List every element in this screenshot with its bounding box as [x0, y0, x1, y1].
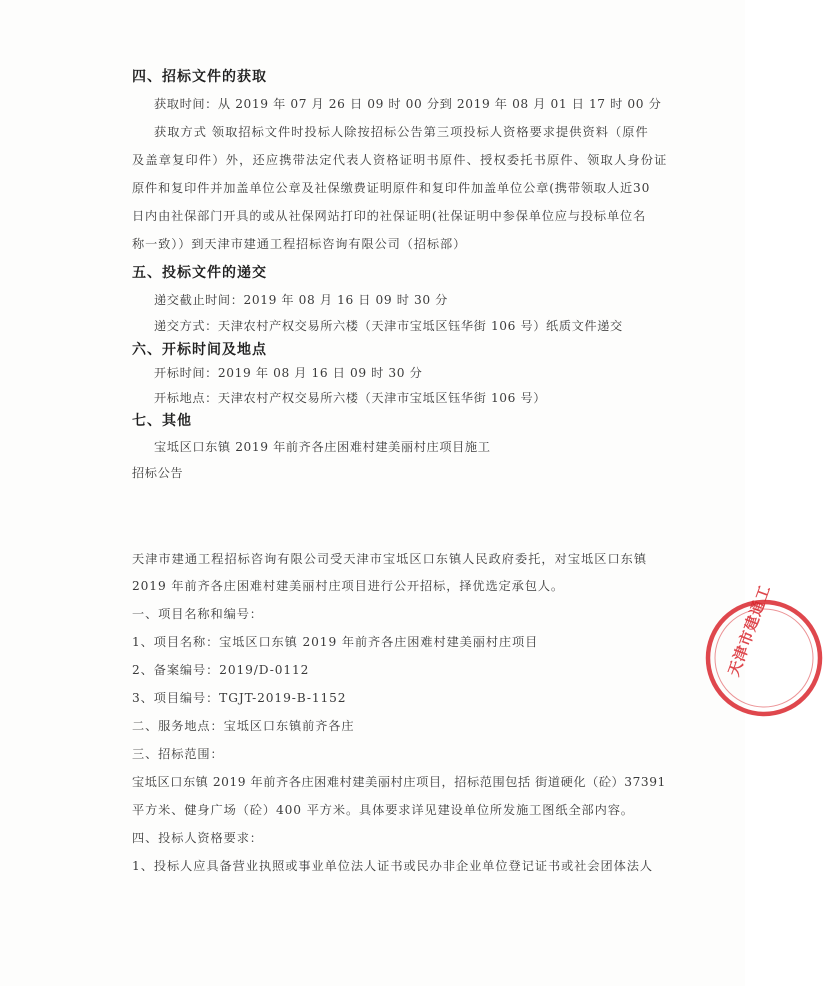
- item-4-requirement-line: 1、投标人应具备营业执照或事业单位法人证书或民办非企业单位登记证书或社会团体法人: [132, 859, 654, 873]
- section-5-deadline: 递交截止时间：2019 年 08 月 16 日 09 时 30 分: [154, 293, 448, 307]
- stamp-text: 天津市建通工: [724, 582, 775, 679]
- section-4-time: 获取时间：从 2019 年 07 月 26 日 09 时 00 分到 2019 年 08 月 01 日 17 时 00 分: [154, 97, 662, 111]
- item-1-title: 一、项目名称和编号：: [132, 607, 263, 621]
- item-3-scope-line: 平方米、健身广场（砼）400 平方米。具体要求详见建设单位所发施工图纸全部内容。: [132, 803, 634, 817]
- section-5-heading: 五、投标文件的递交: [132, 265, 267, 281]
- section-7-line-2: 招标公告: [132, 466, 184, 480]
- section-4-method-line: 原件和复印件并加盖单位公章及社保缴费证明原件和复印件加盖单位公章(携带领取人近30: [132, 181, 651, 195]
- item-2-service-location: 二、服务地点：宝坻区口东镇前齐各庄: [132, 719, 355, 733]
- item-1-project-number: 3、项目编号：TGJT-2019-B-1152: [132, 691, 347, 705]
- section-6-time: 开标时间：2019 年 08 月 16 日 09 时 30 分: [154, 366, 423, 380]
- section-6-heading: 六、开标时间及地点: [132, 342, 267, 358]
- item-3-title: 三、招标范围：: [132, 747, 224, 761]
- section-4-method-line: 及盖章复印件）外，还应携带法定代表人资格证明书原件、授权委托书原件、领取人身份证: [132, 153, 668, 167]
- item-3-scope-line: 宝坻区口东镇 2019 年前齐各庄困难村建美丽村庄项目，招标范围包括 街道硬化（砼）37391: [132, 775, 666, 789]
- section-5-method: 递交方式：天津农村产权交易所六楼（天津市宝坻区钰华街 106 号）纸质文件递交: [154, 319, 623, 333]
- notice-intro-line: 天津市建通工程招标咨询有限公司受天津市宝坻区口东镇人民政府委托，对宝坻区口东镇: [132, 552, 648, 566]
- red-seal-stamp: [704, 582, 824, 728]
- item-1-record-number: 2、备案编号：2019/D-0112: [132, 663, 310, 677]
- item-1-project-name: 1、项目名称：宝坻区口东镇 2019 年前齐各庄困难村建美丽村庄项目: [132, 635, 539, 649]
- section-7-heading: 七、其他: [132, 413, 192, 429]
- notice-intro-line: 2019 年前齐各庄困难村建美丽村庄项目进行公开招标，择优选定承包人。: [132, 579, 565, 593]
- item-4-title: 四、投标人资格要求：: [132, 831, 263, 845]
- section-4-method-line: 获取方式 领取招标文件时投标人除按招标公告第三项投标人资格要求提供资料（原件: [154, 125, 649, 139]
- section-4-heading: 四、招标文件的获取: [132, 69, 267, 85]
- section-6-place: 开标地点：天津农村产权交易所六楼（天津市宝坻区钰华街 106 号）: [154, 391, 547, 405]
- section-4-method-line: 称一致））到天津市建通工程招标咨询有限公司（招标部）: [132, 237, 467, 251]
- section-4-method-line: 日内由社保部门开具的或从社保网站打印的社保证明(社保证明中参保单位应与投标单位名: [132, 209, 647, 223]
- section-7-line-1: 宝坻区口东镇 2019 年前齐各庄困难村建美丽村庄项目施工: [154, 440, 491, 454]
